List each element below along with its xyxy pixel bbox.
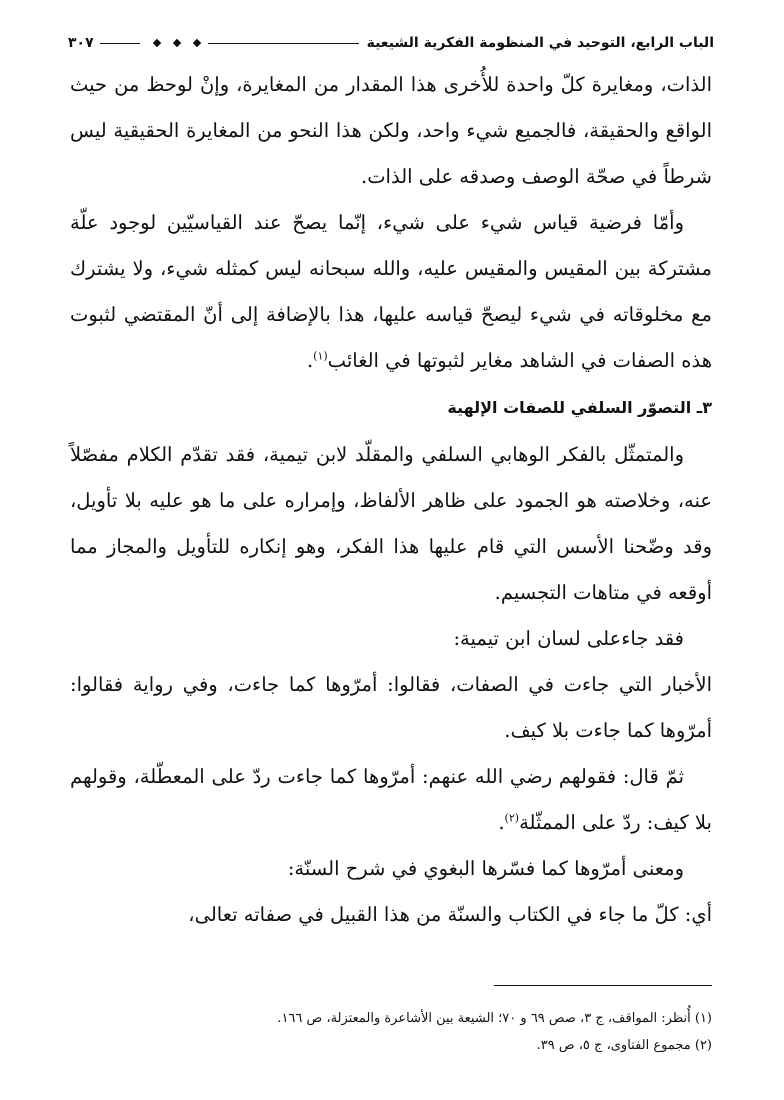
paragraph-2-text: وأمّا فرضية قياس شيء على شيء، إنّما يصحّ عند القياسيّين لوجود علّة مشتركة بين المقيس والمقيس عليه، والله سبحانه ليس كمثله شيء، ولا يشترك مع مخلوقاته في شيء ليصحّ قياسه عليها، هذا بالإضافة إلى أنّ المقتضي لثبوت هذه الصفات في الشاهد مغاير لثبوتها في الغائب (70, 211, 712, 372)
paragraph-2: وأمّا فرضية قياس شيء على شيء، إنّما يصحّ عند القياسيّين لوجود علّة مشتركة بين المقيس والمقيس عليه، والله سبحانه ليس كمثله شيء، ولا يشترك مع مخلوقاته في شيء ليصحّ قياسه عليها، هذا بالإضافة إلى أنّ المقتضي لثبوت هذه الصفات في الشاهد مغاير لثبوتها في الغائب$^{(١)}$. (70, 211, 712, 372)
paragraph-3: والمتمثّل بالفكر الوهابي السلفي والمقلّد لابن تيمية، فقد تقدّم الكلام مفصّلاً عنه، وخلاصته هو الجمود على ظاهر الألفاظ، وإمراره على ما هو عليه بلا تأويل، وقد وضّحنا الأسس التي قام عليها هذا الفكر، وهو إنكاره للتأويل والمجاز مما أوقعه في متاهات التجسيم. (70, 443, 712, 604)
paragraph-1: الذات، ومغايرة كلّ واحدة للأُخرى هذا المقدار من المغايرة، وإنْ لوحظ من حيث الواقع والحقيقة، فالجميع شيء واحد، ولكن هذا النحو من المغايرة الحقيقية ليس شرطاً في صحّة الوصف وصدقه على الذات. (70, 73, 712, 188)
footnote-2: (٢) مجموع الفتاوى، ج ٥، ص ٣٩. (536, 1038, 712, 1053)
footnote-separator (494, 985, 712, 986)
paragraph-8: أي: كلّ ما جاء في الكتاب والسنّة من هذا القبيل في صفاته تعالى، (188, 903, 712, 926)
ornament-diamonds (100, 40, 200, 46)
paragraph-4: فقد جاءعلى لسان ابن تيمية: (453, 627, 684, 650)
paragraph-7: ومعنى أمرّوها كما فسّرها البغوي في شرح السنّة: (287, 857, 684, 880)
paragraph-6-text: ثمّ قال: فقولهم رضي الله عنهم: أمرّوها كما جاءت ردّ على المعطّلة، وقولهم بلا كيف: ردّ على الممثّلة (70, 765, 712, 834)
page-number: ٣٠٧ (68, 35, 94, 51)
diamond-icon (192, 39, 200, 47)
ornament-tail (100, 43, 140, 44)
footnote-1: (١) أُنظر: المواقف، ج ٣، صص ٦٩ و ٧٠؛ الشيعة بين الأشاعرة والمعتزلة، ص ١٦٦. (277, 1011, 712, 1026)
paragraph-5: الأخبار التي جاءت في الصفات، فقالوا: أمرّوها كما جاءت، وفي رواية فقالوا: أمرّوها كما جاءت بلا كيف. (70, 673, 712, 742)
header-rule (208, 43, 359, 44)
diamond-icon (172, 39, 180, 47)
footnote-ref-1: (١) (313, 349, 328, 363)
footnote-ref-2: (٢) (504, 811, 520, 825)
section-heading: ٣ـ التصوّر السلفي للصفات الإلهية (447, 398, 712, 417)
paragraph-6: ثمّ قال: فقولهم رضي الله عنهم: أمرّوها كما جاءت ردّ على المعطّلة، وقولهم بلا كيف: ردّ على الممثّلة$^{(٢)}$. (70, 765, 712, 834)
diamond-icon (152, 39, 160, 47)
footnotes (70, 1005, 712, 1059)
chapter-title: الباب الرابع، التوحيد في المنظومة الفكرية الشيعية (366, 35, 714, 51)
main-text (70, 62, 712, 938)
running-header (68, 30, 714, 56)
